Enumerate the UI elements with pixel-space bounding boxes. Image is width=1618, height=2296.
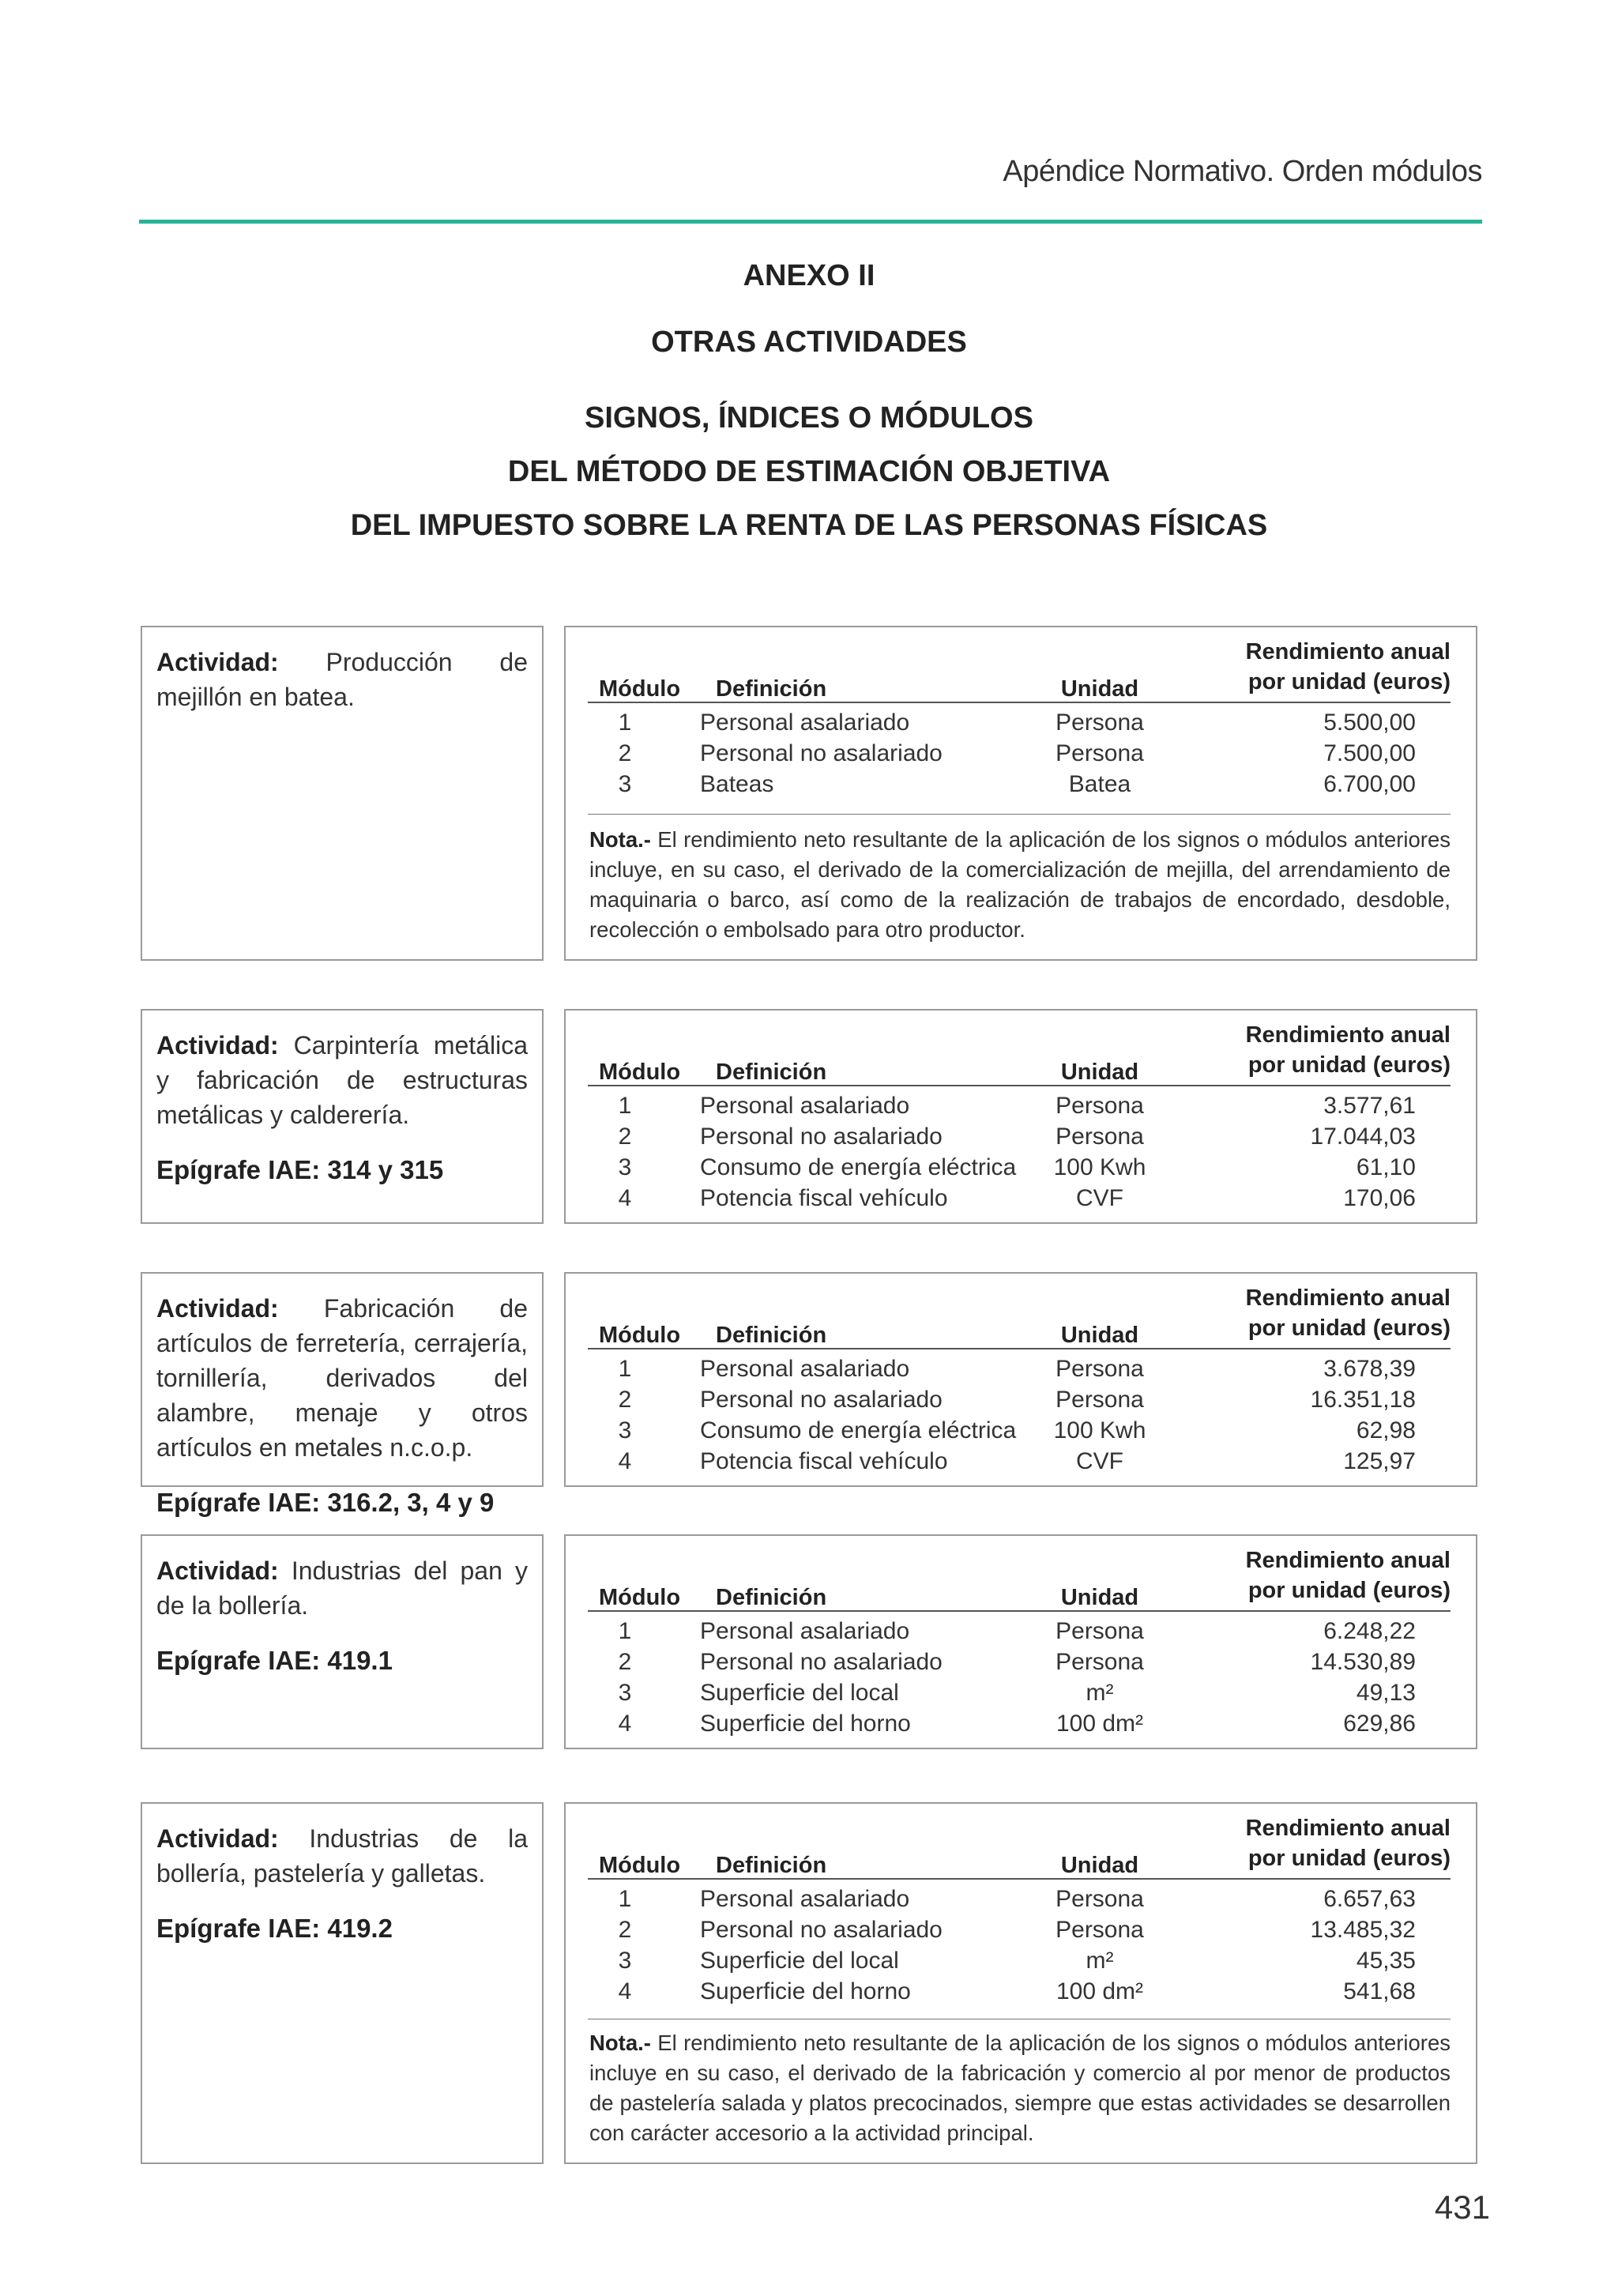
header-divider (139, 220, 1482, 224)
modulo-number: 1 (618, 1093, 632, 1119)
modulo-unit: Persona (1055, 1356, 1144, 1382)
table-row (566, 1154, 1476, 1185)
column-header-modulo: Módulo (599, 1323, 681, 1348)
modulo-unit: 100 dm² (1055, 1711, 1144, 1737)
column-header-definicion: Definición (716, 676, 827, 702)
table-row (566, 771, 1476, 802)
rendimiento-header-line1: Rendimiento anual (1245, 1816, 1451, 1841)
column-header-unidad: Unidad (1060, 1060, 1139, 1085)
table-row (566, 710, 1476, 740)
table-row (566, 1711, 1476, 1741)
modulo-unit: m² (1086, 1948, 1114, 1974)
modulo-value: 125,97 (1343, 1448, 1416, 1474)
modulo-unit: 100 Kwh (1053, 1417, 1146, 1443)
modulo-definition: Superficie del horno (700, 1978, 911, 2004)
column-header-modulo: Módulo (599, 1585, 681, 1610)
epigrafe-iae: Epígrafe IAE: 419.2 (156, 1914, 393, 1943)
modulo-unit: Persona (1055, 1093, 1144, 1119)
modulo-number: 4 (618, 1185, 632, 1211)
modulo-unit: Persona (1055, 1124, 1144, 1150)
header-rule (588, 1878, 1451, 1880)
header-rule (588, 1348, 1451, 1349)
modulo-definition: Personal asalariado (700, 710, 910, 736)
activity-box (141, 1272, 544, 1517)
table-row (566, 740, 1476, 771)
modulo-unit: Persona (1055, 740, 1144, 766)
modulo-number: 3 (618, 1154, 632, 1180)
modulo-unit: Persona (1055, 1917, 1144, 1943)
column-header-rendimiento (1246, 637, 1451, 697)
note-rule (588, 814, 1451, 815)
modulo-unit: Persona (1055, 1618, 1144, 1644)
table-row (566, 1649, 1476, 1680)
modulo-unit: Persona (1055, 1886, 1144, 1912)
modulo-value: 49,13 (1356, 1680, 1416, 1706)
modulo-number: 2 (618, 1387, 632, 1413)
modulo-definition: Bateas (700, 771, 774, 797)
table-row (566, 1917, 1476, 1948)
column-header-rendimiento (1246, 1545, 1451, 1605)
modulo-number: 3 (618, 1680, 632, 1706)
modulo-definition: Superficie del local (700, 1948, 899, 1974)
rendimiento-header-line2: por unidad (euros) (1247, 1052, 1451, 1078)
column-header-rendimiento (1246, 1283, 1451, 1343)
modulo-definition: Personal no asalariado (700, 1649, 943, 1675)
rendimiento-header-line2: por unidad (euros) (1247, 1846, 1451, 1871)
activity-label: Actividad: (156, 1031, 279, 1060)
note-text: El rendimiento neto resultante de la aplicación de los signos o módulos anteriores incluye en su caso, el derivado de la fabricación y comercio al por menor de productos de pastelería salada y platos precocinados, siempre que estas actividades se desarrollen con carácter accesorio a la actividad principal. (589, 2031, 1451, 2145)
modulo-unit: Batea (1068, 771, 1131, 797)
table-note (589, 825, 1451, 945)
activity-description (156, 1291, 528, 1465)
modulo-definition: Consumo de energía eléctrica (700, 1417, 1017, 1443)
activity-text: Producción de mejillón en batea. (156, 648, 528, 711)
modulo-number: 1 (618, 1886, 632, 1912)
column-header-definicion: Definición (716, 1060, 827, 1085)
table-row (566, 1356, 1476, 1387)
note-label: Nota.- (589, 827, 651, 852)
header-rule (588, 702, 1451, 703)
modules-table (564, 626, 1477, 961)
table-row (566, 1387, 1476, 1417)
modulo-value: 6.657,63 (1323, 1886, 1416, 1912)
modulo-number: 1 (618, 1618, 632, 1644)
modulo-value: 62,98 (1356, 1417, 1416, 1443)
modulo-number: 3 (618, 1417, 632, 1443)
activity-box (141, 626, 544, 961)
annex-heading: ANEXO II (743, 259, 875, 292)
modulo-number: 2 (618, 1649, 632, 1675)
activity-label: Actividad: (156, 1556, 279, 1585)
column-header-modulo: Módulo (599, 676, 681, 702)
table-row (566, 1978, 1476, 2009)
activity-description (156, 645, 528, 714)
table-row (566, 1124, 1476, 1154)
activity-box (141, 1009, 544, 1224)
activity-label: Actividad: (156, 1824, 279, 1853)
table-row (566, 1948, 1476, 1978)
activity-text: Carpintería metálica y fabricación de estructuras metálicas y calderería. (156, 1031, 529, 1129)
column-header-unidad: Unidad (1060, 676, 1139, 702)
modulo-definition: Personal no asalariado (700, 1124, 943, 1150)
modulo-unit: Persona (1055, 1387, 1144, 1413)
activity-description (156, 1821, 528, 1891)
activity-box (141, 1534, 544, 1749)
column-header-rendimiento (1246, 1813, 1451, 1873)
modulo-number: 2 (618, 1917, 632, 1943)
activity-label: Actividad: (156, 1294, 279, 1323)
modulo-value: 6.248,22 (1323, 1618, 1416, 1644)
modulo-value: 629,86 (1343, 1711, 1416, 1737)
activity-text: Industrias de la bollería, pastelería y galletas. (156, 1824, 529, 1888)
rendimiento-header-line2: por unidad (euros) (1247, 1315, 1451, 1341)
activity-text: Industrias del pan y de la bollería. (156, 1556, 529, 1620)
table-row (566, 1448, 1476, 1479)
modulo-value: 6.700,00 (1323, 771, 1416, 797)
column-header-unidad: Unidad (1060, 1853, 1139, 1878)
modulo-definition: Personal no asalariado (700, 1917, 943, 1943)
modulo-value: 61,10 (1356, 1154, 1416, 1180)
modulo-unit: 100 dm² (1055, 1978, 1144, 2004)
modulo-unit: CVF (1076, 1448, 1123, 1474)
table-row (566, 1618, 1476, 1649)
rendimiento-header-line1: Rendimiento anual (1245, 1022, 1451, 1048)
activity-description (156, 1028, 528, 1132)
modulo-value: 14.530,89 (1310, 1649, 1416, 1675)
table-row (566, 1417, 1476, 1448)
modulo-unit: Persona (1055, 1649, 1144, 1675)
modulo-value: 13.485,32 (1310, 1917, 1416, 1943)
title-line-1: SIGNOS, ÍNDICES O MÓDULOS (585, 401, 1033, 435)
column-header-definicion: Definición (716, 1323, 827, 1348)
modulo-number: 4 (618, 1711, 632, 1737)
modulo-unit: Persona (1055, 710, 1144, 736)
modulo-definition: Personal no asalariado (700, 1387, 943, 1413)
rendimiento-header-line2: por unidad (euros) (1247, 669, 1451, 694)
modulo-definition: Personal asalariado (700, 1093, 910, 1119)
column-header-unidad: Unidad (1060, 1323, 1139, 1348)
activity-description (156, 1553, 528, 1623)
column-header-modulo: Módulo (599, 1060, 681, 1085)
table-row (566, 1093, 1476, 1124)
modulo-unit: CVF (1076, 1185, 1123, 1211)
modulo-definition: Personal asalariado (700, 1618, 910, 1644)
modulo-value: 5.500,00 (1323, 710, 1416, 736)
modulo-unit: 100 Kwh (1053, 1154, 1146, 1180)
header-rule (588, 1085, 1451, 1086)
column-header-modulo: Módulo (599, 1853, 681, 1878)
title-line-3: DEL IMPUESTO SOBRE LA RENTA DE LAS PERSONAS FÍSICAS (350, 509, 1268, 542)
activity-label: Actividad: (156, 648, 279, 676)
modulo-number: 3 (618, 1948, 632, 1974)
modulo-definition: Potencia fiscal vehículo (700, 1185, 948, 1211)
epigrafe-iae: Epígrafe IAE: 419.1 (156, 1646, 393, 1675)
modulo-value: 16.351,18 (1310, 1387, 1416, 1413)
modulo-number: 1 (618, 1356, 632, 1382)
modulo-number: 2 (618, 740, 632, 766)
modulo-number: 4 (618, 1448, 632, 1474)
rendimiento-header-line1: Rendimiento anual (1245, 639, 1451, 664)
modulo-value: 45,35 (1356, 1948, 1416, 1974)
modules-table (564, 1802, 1477, 2164)
modulo-number: 4 (618, 1978, 632, 2004)
running-header: Apéndice Normativo. Orden módulos (1003, 155, 1482, 188)
table-note (589, 2028, 1451, 2148)
modulo-number: 3 (618, 771, 632, 797)
modulo-definition: Superficie del horno (700, 1711, 911, 1737)
modulo-unit: m² (1086, 1680, 1114, 1706)
title-line-2: DEL MÉTODO DE ESTIMACIÓN OBJETIVA (507, 455, 1111, 488)
rendimiento-header-line1: Rendimiento anual (1245, 1285, 1451, 1311)
modules-table (564, 1534, 1477, 1749)
section-heading: OTRAS ACTIVIDADES (651, 326, 967, 359)
modules-table (564, 1009, 1477, 1224)
modulo-value: 3.678,39 (1323, 1356, 1416, 1382)
modulo-definition: Potencia fiscal vehículo (700, 1448, 948, 1474)
note-label: Nota.- (589, 2031, 651, 2055)
epigrafe-iae: Epígrafe IAE: 316.2, 3, 4 y 9 (156, 1488, 495, 1517)
table-row (566, 1886, 1476, 1917)
note-text: El rendimiento neto resultante de la aplicación de los signos o módulos anteriores incluye, en su caso, el derivado de la comercialización de mejilla, del arrendamiento de maquinaria o barco, así como de la realización de trabajos de encordado, desdoble, recolección o embolsado para otro productor. (589, 827, 1451, 942)
rendimiento-header-line1: Rendimiento anual (1245, 1548, 1451, 1573)
modulo-definition: Personal no asalariado (700, 740, 943, 766)
modulo-value: 3.577,61 (1323, 1093, 1416, 1119)
modulo-number: 2 (618, 1124, 632, 1150)
epigrafe-iae: Epígrafe IAE: 314 y 315 (156, 1155, 444, 1184)
page-number: 431 (1434, 2189, 1490, 2226)
activity-box (141, 1802, 544, 2164)
activity-text: Fabricación de artículos de ferretería, cerrajería, tornillería, derivados del alambre, menaje y otros artículos en metales n.c.o.p. (156, 1294, 528, 1462)
modulo-definition: Personal asalariado (700, 1356, 910, 1382)
column-header-rendimiento (1246, 1020, 1451, 1080)
table-row (566, 1680, 1476, 1711)
table-row (566, 1185, 1476, 1216)
column-header-definicion: Definición (716, 1853, 827, 1878)
modulo-value: 541,68 (1343, 1978, 1416, 2004)
modulo-value: 7.500,00 (1323, 740, 1416, 766)
modulo-value: 17.044,03 (1310, 1124, 1416, 1150)
rendimiento-header-line2: por unidad (euros) (1247, 1578, 1451, 1603)
column-header-definicion: Definición (716, 1585, 827, 1610)
modulo-definition: Superficie del local (700, 1680, 899, 1706)
column-header-unidad: Unidad (1060, 1585, 1139, 1610)
modulo-definition: Consumo de energía eléctrica (700, 1154, 1017, 1180)
modules-table (564, 1272, 1477, 1487)
header-rule (588, 1610, 1451, 1612)
modulo-number: 1 (618, 710, 632, 736)
modulo-definition: Personal asalariado (700, 1886, 910, 1912)
modulo-value: 170,06 (1343, 1185, 1416, 1211)
